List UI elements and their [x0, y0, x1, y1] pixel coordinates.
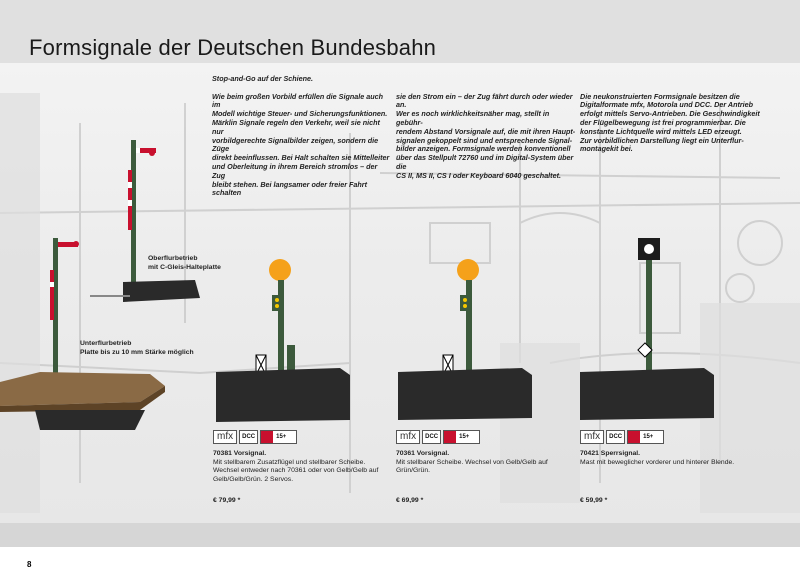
product-2-badges	[396, 429, 480, 444]
page-footer-band	[0, 523, 800, 547]
intro-col3-line: Zur vorbildlichen Darstellung liegt ein Unterflur-	[580, 135, 744, 145]
intro-col3-line: erfolgt mittels Servo-Antrieben. Die Geschwindigkeit	[580, 109, 760, 119]
product-desc-line: Grün/Grün.	[396, 467, 430, 475]
unterflur-label-line: Unterflurbetrieb	[80, 340, 132, 347]
product-price: € 69,99 *	[396, 497, 424, 504]
intro-col2-line: über das Stellpult 72760 und im Digital-System über die	[396, 153, 574, 171]
age-badge	[443, 430, 480, 444]
age-badge-text: 15+	[643, 433, 654, 440]
product-title: 70381 Vorsignal.	[213, 450, 267, 457]
intro-col1-line: Modell wichtige Steuer- und Sicherungsfunktionen.	[212, 109, 388, 119]
intro-col1-line: Wie beim großen Vorbild erfüllen die Signale auch im	[212, 91, 383, 110]
product-desc-line: Mit stellbarer Scheibe. Wechsel von Gelb/Gelb auf	[396, 458, 548, 466]
intro-col3-line: der Flügelbewegung ist frei programmierbar. Die	[580, 117, 746, 127]
product-price: € 59,99 *	[580, 497, 608, 504]
product-desc-line: Wechsel entweder nach 70361 oder von Gelb/Gelb auf	[213, 467, 379, 475]
product-70361	[396, 450, 576, 504]
product-70381	[213, 450, 393, 504]
intro-col3-line: montagekit bei.	[580, 144, 633, 154]
oberflur-signal-image	[90, 140, 200, 302]
warning-figure-icon	[261, 431, 273, 443]
age-badge-text: 15+	[276, 433, 287, 440]
product-70421-image	[580, 238, 714, 420]
product-70381-image	[216, 259, 350, 422]
intro-col2-line: signalen gekoppelt sind und entsprechende Signal-	[396, 135, 573, 145]
intro-col1-line: Märklin Signale regeln den Verkehr, weil sie nicht nur	[212, 117, 380, 136]
product-desc-line: Gelb/Gelb/Grün. 2 Servos.	[213, 475, 294, 483]
intro-col3-line: Die neukonstruierten Formsignale besitzen die	[580, 91, 740, 101]
dcc-badge: DCC	[422, 430, 441, 444]
product-desc-line: Mast mit beweglicher vorderer und hinterer Blende.	[580, 458, 735, 466]
dcc-badge: DCC	[239, 430, 258, 444]
age-badge	[260, 430, 297, 444]
warning-figure-icon	[628, 431, 640, 443]
product-desc-line: Mit stellbarem Zusatzflügel und stellbarer Scheibe.	[213, 458, 366, 466]
page-title: Formsignale der Deutschen Bundesbahn	[29, 35, 437, 60]
intro-col2-line: rendem Abstand Vorsignale auf, die mit ihren Haupt-	[396, 126, 576, 136]
product-1-badges	[213, 429, 297, 444]
product-3-badges	[580, 429, 664, 444]
product-title: 70361 Vorsignal.	[396, 450, 450, 457]
oberflur-label-line: mit C-Gleis-Halteplatte	[148, 263, 221, 271]
intro-col1-line: und Oberleitung in ihrem Bereich stromlos – der Zug	[212, 161, 378, 180]
intro-col1-line: vorbildgerechte Signalbilder zeigen, sondern die Züge	[212, 135, 379, 154]
product-70361-image	[398, 259, 532, 420]
intro-col1-line: direkt beeinflussen. Bei Halt schalten sie Mittelleiter	[212, 153, 390, 163]
page-header	[0, 0, 800, 63]
dcc-badge: DCC	[606, 430, 625, 444]
unterflur-signal-image	[0, 238, 165, 430]
intro-heading: Stop-and-Go auf der Schiene.	[212, 74, 314, 83]
intro-col1-line: bleibt stehen. Bei langsamer oder freier Fahrt schalten	[212, 179, 367, 198]
intro-col3-line: Digitalformate mfx, Motorola und DCC. Der Antrieb	[580, 100, 754, 110]
age-badge-text: 15+	[459, 433, 470, 440]
mfx-badge: mfx	[396, 430, 420, 444]
intro-col3-line: konstante Lichtquelle wird mittels LED erzeugt.	[580, 126, 742, 136]
page-number: 8	[27, 560, 32, 569]
product-70421	[580, 450, 780, 504]
product-price: € 79,99 *	[213, 497, 241, 504]
intro-col2-line: Wer es noch wirklichkeitsnäher mag, stellt in gebühr-	[396, 109, 550, 127]
product-title: 70421 Sperrsignal.	[580, 450, 641, 457]
intro-col2-line: sie den Strom ein – der Zug fährt durch oder wieder an.	[396, 91, 573, 110]
age-badge	[627, 430, 664, 444]
mfx-badge: mfx	[580, 430, 604, 444]
intro-col2-line: bilder anzeigen. Formsignale werden konventionell	[396, 144, 571, 154]
mfx-badge: mfx	[213, 430, 237, 444]
oberflur-label-line: Oberflurbetrieb	[148, 255, 198, 262]
intro-col2-line: CS II, MS II, CS I oder Keyboard 6040 geschaltet.	[396, 170, 561, 180]
unterflur-label-line: Platte bis zu 10 mm Stärke möglich	[80, 348, 194, 356]
warning-figure-icon	[444, 431, 456, 443]
